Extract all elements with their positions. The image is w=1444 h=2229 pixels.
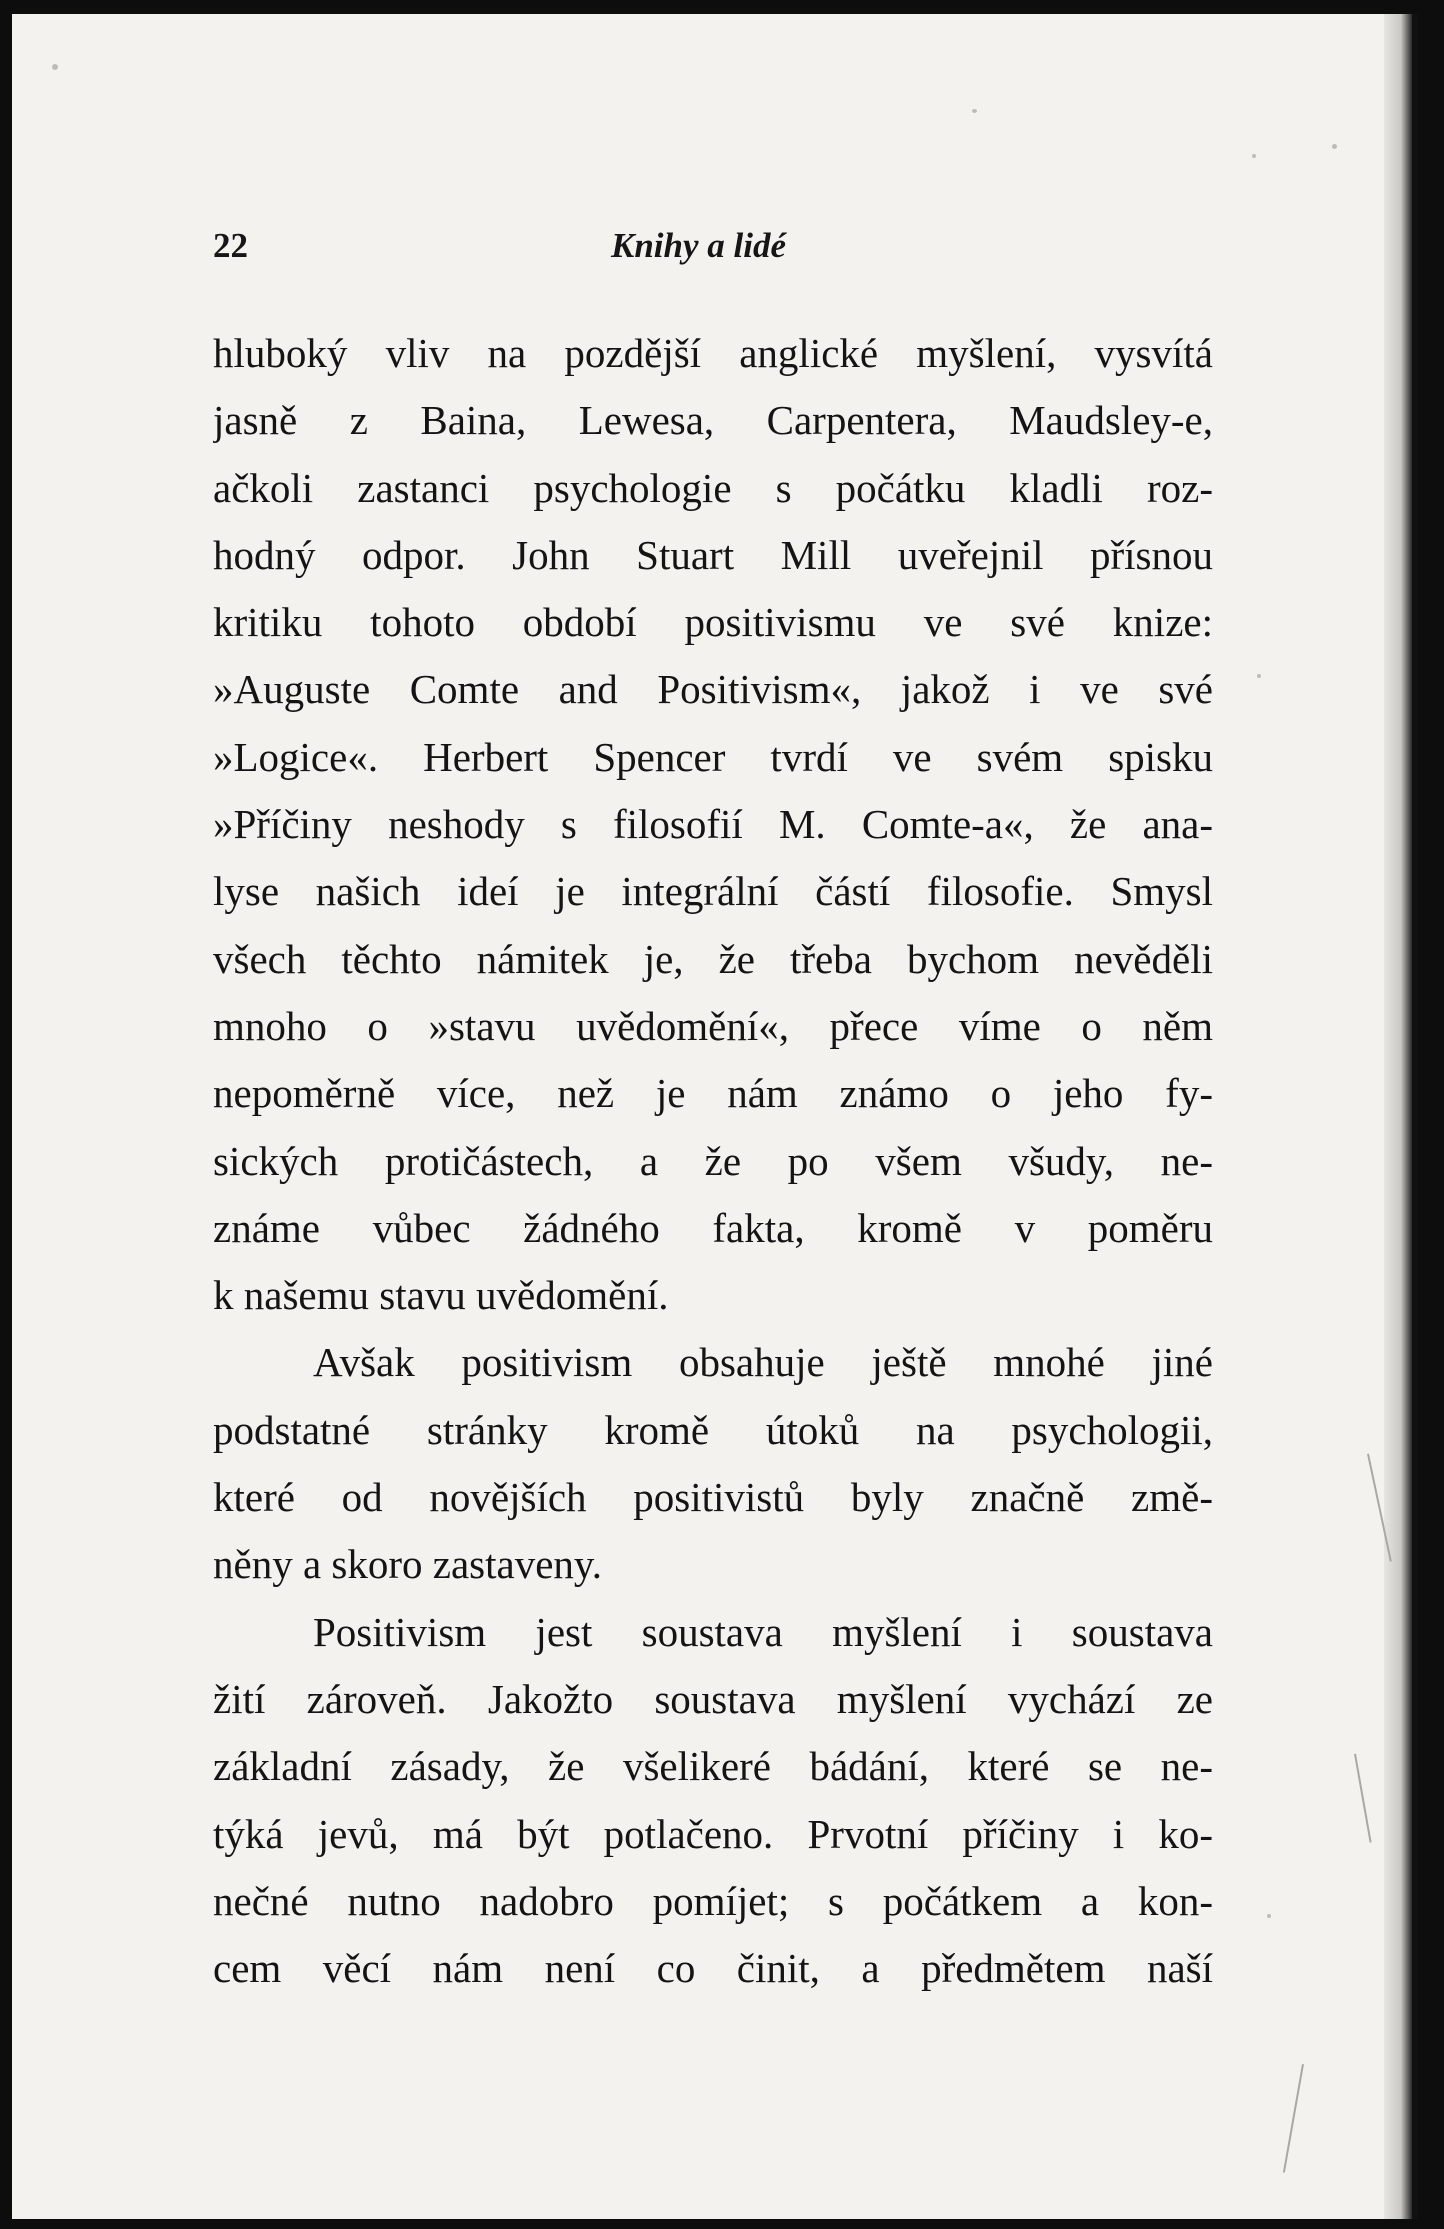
text-line: »Příčiny neshody s filosofií M. Comte-a«, že ana- bbox=[213, 801, 1213, 848]
paper-scratch bbox=[1283, 2064, 1304, 2173]
paper-speck bbox=[52, 64, 58, 70]
text-line: Avšak positivism obsahuje ještě mnohé jiné bbox=[313, 1339, 1213, 1386]
paper-speck bbox=[1332, 144, 1337, 149]
text-line: k našemu stavu uvědomění. bbox=[213, 1272, 669, 1319]
body-text bbox=[213, 320, 1213, 2002]
text-line: žití zároveň. Jakožto soustava myšlení vychází ze bbox=[213, 1675, 1213, 1722]
text-line: všech těchto námitek je, že třeba bychom nevěděli bbox=[213, 935, 1213, 982]
paragraph bbox=[213, 320, 1213, 1329]
page-edge-shadow bbox=[1384, 14, 1412, 2219]
text-line: ačkoli zastanci psychologie s počátku kladli roz- bbox=[213, 464, 1213, 511]
text-line: které od novějších positivistů byly značně změ- bbox=[213, 1474, 1213, 1521]
text-line: Positivism jest soustava myšlení i soustava bbox=[313, 1608, 1213, 1655]
text-line: týká jevů, má být potlačeno. Prvotní příčiny i ko- bbox=[213, 1810, 1213, 1857]
text-line: sických protičástech, a že po všem všudy, ne- bbox=[213, 1137, 1213, 1184]
running-title: Knihy a lidé bbox=[611, 226, 787, 265]
text-line: mnoho o »stavu uvědomění«, přece víme o něm bbox=[213, 1002, 1213, 1049]
text-line: nečné nutno nadobro pomíjet; s počátkem a kon- bbox=[213, 1877, 1213, 1924]
paper-speck bbox=[1267, 1914, 1271, 1918]
text-line: hodný odpor. John Stuart Mill uveřejnil přísnou bbox=[213, 531, 1213, 578]
text-line: nepoměrně více, než je nám známo o jeho fy- bbox=[213, 1070, 1213, 1117]
text-line: »Logice«. Herbert Spencer tvrdí ve svém spisku bbox=[213, 733, 1213, 780]
paragraph bbox=[213, 1599, 1213, 2003]
text-line: podstatné stránky kromě útoků na psychologii, bbox=[213, 1406, 1213, 1453]
page-number: 22 bbox=[213, 226, 248, 265]
paper-scratch bbox=[1354, 1754, 1372, 1843]
text-line: známe vůbec žádného fakta, kromě v poměru bbox=[213, 1204, 1213, 1251]
binding-edge bbox=[1412, 14, 1418, 2219]
text-line: kritiku tohoto období positivismu ve své knize: bbox=[213, 599, 1213, 646]
paper-speck bbox=[1252, 154, 1256, 158]
text-line: něny a skoro zastaveny. bbox=[213, 1541, 602, 1588]
text-line: jasně z Baina, Lewesa, Carpentera, Maudsley-e, bbox=[213, 397, 1213, 444]
paper-speck bbox=[972, 109, 977, 113]
text-line: »Auguste Comte and Positivism«, jakož i ve své bbox=[213, 666, 1213, 713]
text-line: základní zásady, že všelikeré bádání, které se ne- bbox=[213, 1743, 1213, 1790]
text-line: hluboký vliv na pozdější anglické myšlení, vysvítá bbox=[213, 330, 1213, 376]
page-header bbox=[213, 226, 1213, 276]
text-line: cem věcí nám není co činit, a předmětem naší bbox=[213, 1945, 1213, 1992]
text-line: lyse našich ideí je integrální částí filosofie. Smysl bbox=[213, 868, 1213, 915]
paper-speck bbox=[1257, 674, 1261, 678]
paragraph bbox=[213, 1329, 1213, 1598]
